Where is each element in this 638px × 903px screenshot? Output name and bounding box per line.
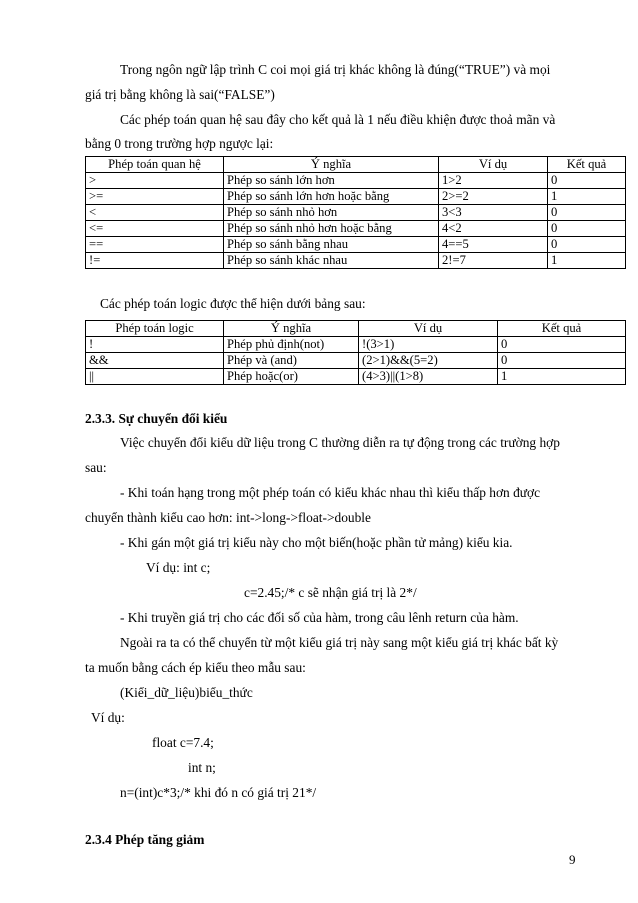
cell-operator: <= bbox=[86, 221, 224, 237]
sec233-bullet1-line2: chuyển thành kiểu cao hơn: int->long->float->double bbox=[85, 510, 371, 525]
cell-result: 1 bbox=[498, 369, 626, 385]
cell-result: 0 bbox=[548, 205, 626, 221]
table-row bbox=[86, 189, 626, 205]
col-header-operator: Phép toán logic bbox=[86, 321, 224, 337]
cell-meaning: Phép phủ định(not) bbox=[224, 337, 359, 353]
table-row bbox=[86, 237, 626, 253]
cell-result: 0 bbox=[548, 221, 626, 237]
sec233-example-code: c=2.45;/* c sẽ nhận giá trị là 2*/ bbox=[244, 585, 417, 600]
cell-example: 4<2 bbox=[439, 221, 548, 237]
cell-result: 0 bbox=[498, 337, 626, 353]
sec233-example2-code3: n=(int)c*3;/* khi đó n có giá trị 21*/ bbox=[120, 785, 317, 800]
col-header-operator: Phép toán quan hệ bbox=[86, 157, 224, 173]
sec233-p2-line2: ta muốn bằng cách ép kiểu theo mẫu sau: bbox=[85, 660, 306, 675]
col-header-meaning: Ý nghĩa bbox=[224, 321, 359, 337]
cell-result: 1 bbox=[548, 253, 626, 269]
cell-meaning: Phép và (and) bbox=[224, 353, 359, 369]
cell-operator: == bbox=[86, 237, 224, 253]
cell-meaning: Phép so sánh lớn hơn hoặc bằng bbox=[224, 189, 439, 205]
col-header-meaning: Ý nghĩa bbox=[224, 157, 439, 173]
sec233-p2-line1: Ngoài ra ta có thể chuyển từ một kiểu giá trị này sang một kiểu giá trị khác bất kỳ bbox=[120, 635, 559, 650]
cell-operator: || bbox=[86, 369, 224, 385]
cell-result: 1 bbox=[548, 189, 626, 205]
cell-meaning: Phép so sánh nhỏ hơn hoặc bằng bbox=[224, 221, 439, 237]
cell-example: !(3>1) bbox=[359, 337, 498, 353]
cell-example: 1>2 bbox=[439, 173, 548, 189]
table-header-row bbox=[86, 321, 626, 337]
cell-example: 2!=7 bbox=[439, 253, 548, 269]
table-row bbox=[86, 353, 626, 369]
section-heading-233: 2.3.3. Sự chuyển đổi kiểu bbox=[85, 411, 228, 426]
intro-p2-line2: bằng 0 trong trường hợp ngược lại: bbox=[85, 136, 274, 151]
table-row bbox=[86, 221, 626, 237]
sec233-bullet2: - Khi gán một giá trị kiểu này cho một biến(hoặc phần tử mảng) kiểu kia. bbox=[120, 535, 513, 550]
logic-operators-table bbox=[85, 320, 626, 385]
cell-example: 2>=2 bbox=[439, 189, 548, 205]
col-header-result: Kết quả bbox=[498, 321, 626, 337]
cell-result: 0 bbox=[548, 173, 626, 189]
cell-meaning: Phép so sánh nhỏ hơn bbox=[224, 205, 439, 221]
sec233-example-label: Ví dụ: int c; bbox=[146, 560, 211, 575]
table-row bbox=[86, 173, 626, 189]
table-row bbox=[86, 369, 626, 385]
intro-p1-line1: Trong ngôn ngữ lập trình C coi mọi giá trị khác không là đúng(“TRUE”) và mọi bbox=[120, 62, 551, 77]
cell-example: 3<3 bbox=[439, 205, 548, 221]
sec233-example2-code2: int n; bbox=[188, 760, 216, 775]
sec233-cast-form: (Kiểi_dữ_liệu)biểu_thức bbox=[120, 685, 253, 700]
intro-p2-line1: Các phép toán quan hệ sau đây cho kết quả là 1 nếu điều khiện được thoả mãn và bbox=[120, 112, 556, 127]
cell-operator: > bbox=[86, 173, 224, 189]
cell-result: 0 bbox=[548, 237, 626, 253]
sec233-bullet3: - Khi truyền giá trị cho các đối số của hàm, trong câu lênh return của hàm. bbox=[120, 610, 519, 625]
cell-result: 0 bbox=[498, 353, 626, 369]
relational-operators-table bbox=[85, 156, 626, 269]
col-header-example: Ví dụ bbox=[439, 157, 548, 173]
table-row bbox=[86, 337, 626, 353]
cell-operator: < bbox=[86, 205, 224, 221]
cell-operator: >= bbox=[86, 189, 224, 205]
cell-example: (4>3)||(1>8) bbox=[359, 369, 498, 385]
logic-intro: Các phép toán logic được thể hiện dưới bảng sau: bbox=[100, 296, 366, 311]
cell-meaning: Phép so sánh lớn hơn bbox=[224, 173, 439, 189]
cell-meaning: Phép so sánh bằng nhau bbox=[224, 237, 439, 253]
cell-operator: != bbox=[86, 253, 224, 269]
cell-example: (2>1)&&(5=2) bbox=[359, 353, 498, 369]
cell-meaning: Phép so sánh khác nhau bbox=[224, 253, 439, 269]
intro-p1-line2: giá trị bằng không là sai(“FALSE”) bbox=[85, 87, 275, 102]
col-header-result: Kết quả bbox=[548, 157, 626, 173]
sec233-bullet1-line1: - Khi toán hạng trong một phép toán có kiểu khác nhau thì kiểu thấp hơn được bbox=[120, 485, 541, 500]
cell-operator: && bbox=[86, 353, 224, 369]
cell-example: 4==5 bbox=[439, 237, 548, 253]
sec233-example2-label: Ví dụ: bbox=[91, 710, 125, 725]
table-header-row bbox=[86, 157, 626, 173]
cell-operator: ! bbox=[86, 337, 224, 353]
sec233-p1-line1: Việc chuyển đổi kiểu dữ liệu trong C thường diễn ra tự động trong các trường hợp bbox=[120, 435, 560, 450]
sec233-p1-line2: sau: bbox=[85, 460, 107, 475]
table-row bbox=[86, 205, 626, 221]
col-header-example: Ví dụ bbox=[359, 321, 498, 337]
table-row bbox=[86, 253, 626, 269]
sec233-example2-code1: float c=7.4; bbox=[152, 735, 214, 750]
cell-meaning: Phép hoặc(or) bbox=[224, 369, 359, 385]
page-number: 9 bbox=[569, 852, 576, 867]
section-heading-234: 2.3.4 Phép tăng giảm bbox=[85, 832, 205, 847]
